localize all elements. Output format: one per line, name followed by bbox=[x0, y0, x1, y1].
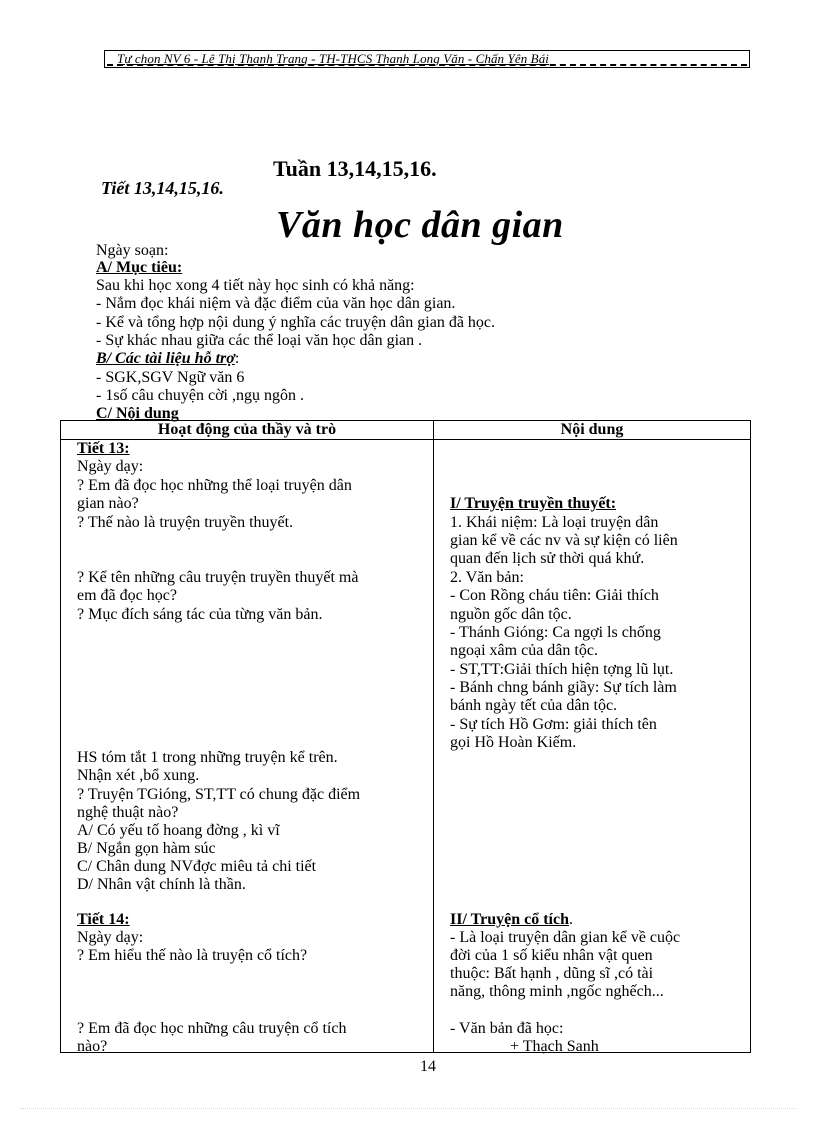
content-line: - Là loại truyện dân gian kể về cuộc bbox=[450, 929, 681, 946]
resource-line: - SGK,SGV Ngữ văn 6 bbox=[96, 369, 245, 386]
question-line: ? Mục đích sáng tác của từng văn bản. bbox=[77, 606, 323, 623]
content-line: 1. Khái niệm: Là loại truyện dân bbox=[450, 514, 659, 531]
column-header-activities: Hoạt động của thầy và trò bbox=[61, 421, 434, 440]
question-line: ? Kể tên những câu truyện truyền thuyết mà bbox=[77, 569, 359, 586]
content-line: - Sự tích Hồ Gơm: giải thích tên bbox=[450, 716, 657, 733]
content-line: bánh ngày tết của dân tộc. bbox=[450, 697, 618, 714]
content-line: gọi Hồ Hoàn Kiếm. bbox=[450, 734, 577, 751]
section-c-heading: C/ Nội dung bbox=[96, 405, 179, 422]
table-header-row bbox=[61, 421, 751, 440]
content-line: năng, thông minh ,ngốc nghếch... bbox=[450, 983, 664, 1000]
activity-line: Nhận xét ,bổ xung. bbox=[77, 767, 200, 784]
resource-line: - 1số câu chuyện cời ,ngụ ngôn . bbox=[96, 387, 304, 404]
objective-line: - Nắm đọc khái niệm và đặc điểm của văn học dân gian. bbox=[96, 295, 456, 312]
activities-cell bbox=[61, 440, 434, 1053]
column-header-content: Nội dung bbox=[434, 421, 751, 440]
section-b-heading-text: B/ Các tài liệu hỗ trợ bbox=[96, 350, 235, 367]
answer-option: C/ Chân dung NVđợc miêu tả chi tiết bbox=[77, 858, 317, 875]
content-line: quan đến lịch sử thời quá khứ. bbox=[450, 550, 645, 567]
answer-option: B/ Ngắn gọn hàm súc bbox=[77, 840, 216, 857]
prep-date: Ngày soạn: bbox=[96, 242, 169, 259]
question-line: ? Em đã đọc học những thể loại truyện dân bbox=[77, 477, 352, 494]
week-heading: Tuần 13,14,15,16. bbox=[273, 156, 437, 181]
content-line: - Thánh Gióng: Ca ngợi ls chống bbox=[450, 624, 661, 641]
content-line: ngoại xâm của dân tộc. bbox=[450, 642, 598, 659]
section-heading-fairy-tales bbox=[450, 911, 573, 929]
table-row bbox=[61, 440, 751, 1053]
content-line: 2. Văn bản: bbox=[450, 569, 524, 586]
content-line: nguồn gốc dân tộc. bbox=[450, 606, 572, 623]
question-line: nghệ thuật nào? bbox=[77, 804, 179, 821]
objective-line: - Kể và tổng hợp nội dung ý nghĩa các truyện dân gian đã học. bbox=[96, 314, 496, 331]
section-b-heading: B/ Các tài liệu hỗ trợ: bbox=[96, 350, 240, 367]
content-line: + Thạch Sanh bbox=[510, 1038, 599, 1055]
question-line: ? Em hiểu thế nào là truyện cổ tích? bbox=[77, 947, 308, 964]
running-header-text: Tự chọn NV 6 - Lê Thị Thanh Trang - TH-THCS Thanh Long Văn - Chấn Yên Bái bbox=[117, 51, 550, 66]
lesson-numbers: Tiết 13,14,15,16. bbox=[101, 178, 224, 198]
teaching-date: Ngày dạy: bbox=[77, 929, 144, 946]
content-cell bbox=[434, 440, 751, 1053]
lesson-14-label: Tiết 14: bbox=[77, 911, 130, 928]
heading-period: . bbox=[568, 911, 573, 928]
content-line: thuộc: Bất hạnh , dũng sĩ ,có tài bbox=[450, 965, 654, 982]
page-title: Văn học dân gian bbox=[276, 204, 564, 246]
page-number: 14 bbox=[420, 1058, 436, 1075]
content-line: - Con Rồng cháu tiên: Giải thích bbox=[450, 587, 659, 604]
teaching-date: Ngày dạy: bbox=[77, 458, 144, 475]
question-line: nào? bbox=[77, 1038, 108, 1055]
lesson-table bbox=[60, 420, 751, 1053]
question-line: ? Em đã đọc học những câu truyện cổ tích bbox=[77, 1020, 347, 1037]
bottom-divider bbox=[20, 1108, 796, 1109]
objective-line: - Sự khác nhau giữa các thể loại văn học dân gian . bbox=[96, 332, 423, 349]
content-line: - Bánh chng bánh giầy: Sự tích làm bbox=[450, 679, 677, 696]
section-heading-fairy-tales-text: II/ Truyện cổ tích bbox=[450, 911, 569, 928]
question-line: gian nào? bbox=[77, 495, 139, 512]
section-heading-legends: I/ Truyện truyền thuyết: bbox=[450, 495, 617, 512]
running-header-frame bbox=[104, 50, 750, 68]
question-line: ? Thế nào là truyện truyền thuyết. bbox=[77, 514, 294, 531]
content-line: - Văn bản đã học: bbox=[450, 1020, 564, 1037]
content-line: gian kể về các nv và sự kiện có liên bbox=[450, 532, 678, 549]
question-line: em đã đọc học? bbox=[77, 587, 177, 604]
answer-option: D/ Nhân vật chính là thần. bbox=[77, 876, 246, 893]
objective-line: Sau khi học xong 4 tiết này học sinh có khả năng: bbox=[96, 277, 415, 294]
content-line: đời của 1 số kiểu nhân vật quen bbox=[450, 947, 653, 964]
question-line: ? Truyện TGióng, ST,TT có chung đặc điểm bbox=[77, 786, 361, 803]
content-line: - ST,TT:Giải thích hiện tợng lũ lụt. bbox=[450, 661, 674, 678]
lesson-13-label: Tiết 13: bbox=[77, 440, 130, 457]
section-a-heading: A/ Mục tiêu: bbox=[96, 259, 183, 276]
answer-option: A/ Có yếu tố hoang đờng , kì vĩ bbox=[77, 822, 280, 839]
activity-line: HS tóm tắt 1 trong những truyện kể trên. bbox=[77, 749, 338, 766]
